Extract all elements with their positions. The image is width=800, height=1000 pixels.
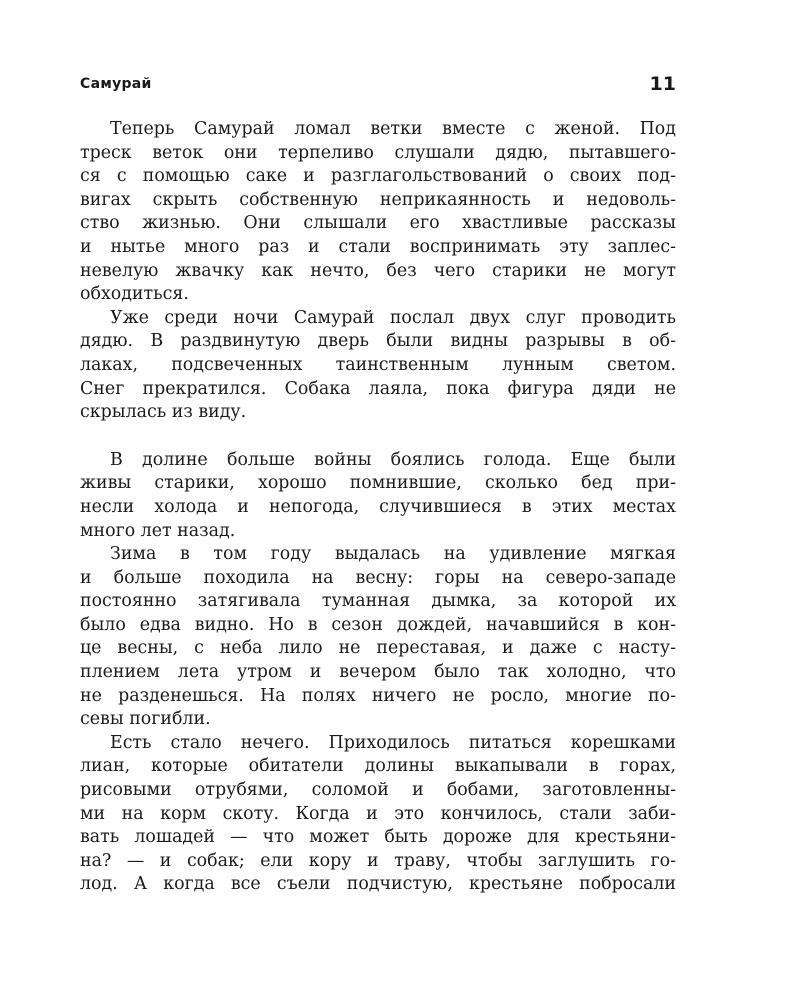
paragraph-2 — [80, 307, 676, 425]
text-line: и больше походила на весну: горы на северо-западе — [80, 567, 676, 588]
page-number: 11 — [649, 73, 676, 95]
paragraph-1 — [80, 118, 676, 307]
text-line: треск веток они терпеливо слушали дядю, пытавшего- — [80, 142, 676, 163]
text-line: ся с помощью саке и разглагольствований о своих под- — [80, 166, 676, 187]
text-line: Зима в том году выдалась на удивление мягкая — [110, 544, 676, 565]
text-line: ство жизнью. Они слышали его хвастливые рассказы — [80, 213, 676, 234]
text-line: севы погибли. — [80, 709, 211, 730]
text-line: вать лошадей — что может быть дороже для крестьяни- — [80, 827, 676, 848]
text-line: дядю. В раздвинутую дверь были видны разрывы в об- — [80, 331, 676, 352]
text-line: Есть стало нечего. Приходилось питаться корешками — [110, 732, 676, 753]
text-line: на? — и собак; ели кору и траву, чтобы заглушить го- — [80, 850, 676, 871]
text-line: невелую жвачку как нечто, без чего старики не могут — [80, 260, 676, 281]
text-line: вигах скрыть собственную неприкаянность и недоволь- — [80, 189, 676, 210]
text-line: це весны, с неба лило не переставая, и даже с насту- — [80, 638, 676, 659]
running-title: Самурай — [80, 76, 152, 92]
paragraph-4 — [80, 543, 676, 732]
text-line: лод. А когда все съели подчистую, крестьяне побросали — [80, 874, 676, 895]
text-line: несли холода и непогода, случившиеся в этих местах — [80, 496, 676, 517]
text-line: рисовыми отрубями, соломой и бобами, заготовленны- — [80, 780, 676, 801]
text-line: было едва видно. Но в сезон дождей, начавшийся в кон- — [80, 614, 676, 635]
text-line: Уже среди ночи Самурай послал двух слуг проводить — [110, 307, 676, 328]
section-break — [80, 425, 676, 449]
text-line: Теперь Самурай ломал ветки вместе с женой. Под — [110, 119, 676, 139]
text-line: живы старики, хорошо помнившие, сколько бед при- — [80, 473, 676, 494]
text-line: ми на корм скоту. Когда и это кончилось, стали заби- — [80, 803, 676, 824]
paragraph-3 — [80, 449, 676, 543]
text-line: не разденешься. На полях ничего не росло, многие по- — [80, 685, 676, 706]
text-line: обходиться. — [80, 284, 189, 305]
text-line: скрылась из виду. — [80, 402, 247, 423]
text-line: плением лета утром и вечером было так холодно, что — [80, 662, 676, 683]
text-line: много лет назад. — [80, 520, 236, 541]
text-line: Снег прекратился. Собака лаяла, пока фигура дяди не — [80, 378, 676, 399]
text-line: лаках, подсвеченных таинственным лунным светом. — [80, 354, 676, 375]
text-line: и нытье много раз и стали воспринимать эту заплес- — [80, 236, 676, 257]
paragraph-5 — [80, 732, 676, 897]
text-line: лиан, которые обитатели долины выкапывали в горах, — [80, 756, 676, 777]
page-header — [80, 73, 676, 98]
body-text — [80, 118, 676, 897]
text-line: В долине больше войны боялись голода. Еще были — [110, 449, 676, 470]
text-line: постоянно затягивала туманная дымка, за которой их — [80, 591, 676, 612]
